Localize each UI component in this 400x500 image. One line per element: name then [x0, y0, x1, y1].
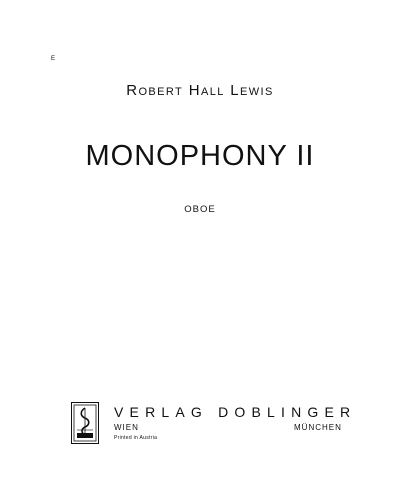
publisher-emblem-icon — [71, 402, 99, 444]
publisher-city-wien: WIEN — [114, 423, 139, 432]
publisher-emblem-graphic — [72, 403, 98, 443]
publisher-name: VERLAG DOBLINGER — [114, 404, 357, 420]
publisher-city-muenchen: MÜNCHEN — [294, 423, 342, 432]
composer-name: Robert Hall Lewis — [126, 82, 274, 99]
instrument-label: OBOE — [184, 204, 216, 215]
printed-note: Printed in Austria — [114, 435, 158, 441]
corner-mark: E — [51, 56, 56, 62]
work-title: MONOPHONY II — [85, 140, 315, 172]
